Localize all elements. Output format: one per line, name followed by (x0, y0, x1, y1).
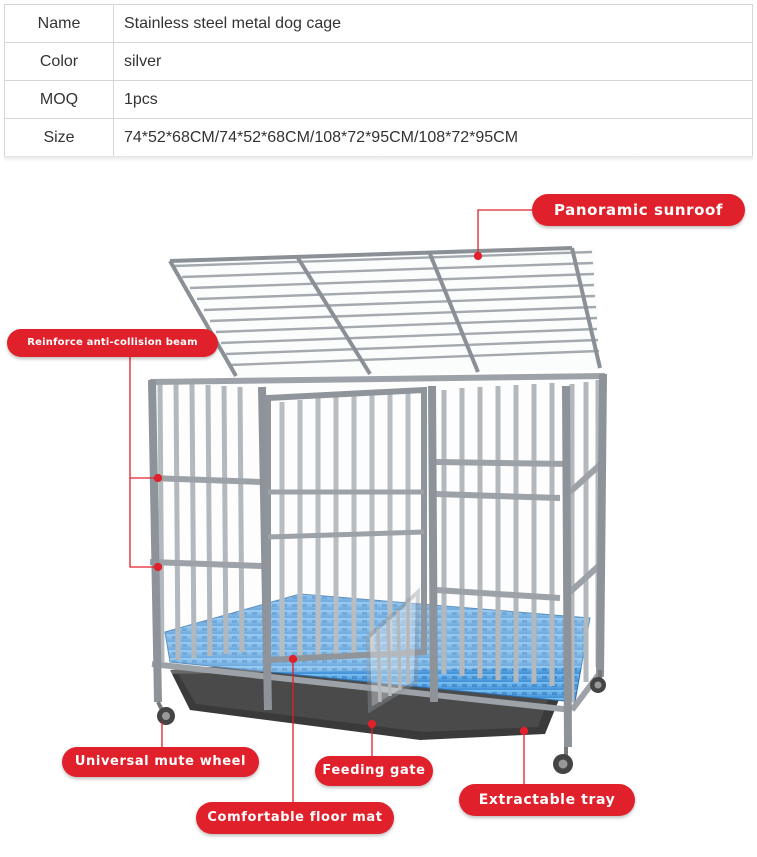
table-row (5, 5, 753, 43)
spec-key-name: Name (5, 5, 114, 43)
table-row (5, 43, 753, 81)
table-row (5, 119, 753, 157)
spec-value-moq: 1pcs (114, 81, 753, 119)
callout-feeding-gate: Feeding gate (315, 756, 433, 786)
wheel-front-left (157, 702, 175, 725)
callout-extractable-tray: Extractable tray (459, 784, 635, 816)
callout-anti-collision-beam: Reinforce anti-collision beam (7, 329, 218, 357)
spec-value-name: Stainless steel metal dog cage (114, 5, 753, 43)
spec-value-size: 74*52*68CM/74*52*68CM/108*72*95CM/108*72*95CM (114, 119, 753, 157)
callout-floor-mat: Comfortable floor mat (196, 802, 394, 834)
callout-panoramic-sunroof: Panoramic sunroof (532, 194, 745, 226)
spec-value-color: silver (114, 43, 753, 81)
product-image (0, 162, 757, 857)
wheel-front-right (553, 747, 573, 774)
roof-panels (170, 248, 600, 378)
spec-key-size: Size (5, 119, 114, 157)
spec-table (4, 4, 753, 157)
spec-key-moq: MOQ (5, 81, 114, 119)
table-row (5, 81, 753, 119)
callout-mute-wheel: Universal mute wheel (62, 747, 259, 777)
spec-key-color: Color (5, 43, 114, 81)
